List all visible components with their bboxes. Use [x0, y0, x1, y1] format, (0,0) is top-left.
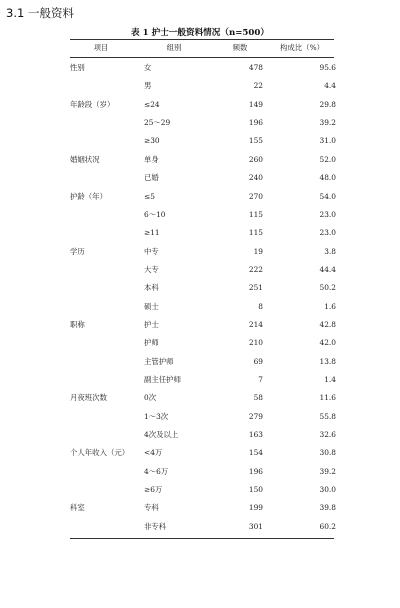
cell-group: 副主任护师: [144, 375, 181, 384]
table-row: [70, 409, 334, 425]
cell-frequency: 279: [248, 411, 263, 421]
cell-frequency: 7: [258, 375, 263, 384]
table-row: [70, 78, 334, 94]
cell-group: 已婚: [144, 173, 159, 183]
table-header-row: [70, 40, 334, 56]
cell-item: 年龄段（岁）: [70, 99, 115, 109]
cell-frequency: 270: [248, 191, 263, 201]
cell-item: 性别: [70, 63, 85, 72]
cell-percentage: 50.2: [319, 283, 336, 293]
table-row: [70, 262, 334, 278]
cell-percentage: 1.6: [324, 301, 336, 311]
cell-percentage: 48.0: [319, 173, 336, 183]
cell-frequency: 240: [248, 173, 263, 183]
header-item: 项目: [93, 43, 109, 52]
table-row: [70, 519, 334, 535]
table-row: [70, 464, 334, 480]
cell-frequency: 154: [248, 448, 263, 458]
cell-frequency: 69: [253, 356, 263, 366]
cell-frequency: 150: [248, 485, 263, 495]
cell-group: <4万: [144, 448, 163, 458]
table-row: [70, 354, 334, 370]
table-caption: 表 1 护士一般资料情况（n=500）: [131, 28, 269, 38]
header-percentage: 构成比（%）: [280, 43, 324, 52]
table-row: [70, 97, 334, 113]
table-row: [70, 445, 334, 461]
cell-percentage: 39.2: [319, 118, 336, 128]
cell-percentage: 42.8: [319, 319, 336, 329]
cell-frequency: 22: [253, 81, 263, 91]
cell-group: 6～10: [144, 209, 166, 219]
cell-frequency: 260: [248, 154, 263, 164]
cell-group: 25～29: [144, 118, 171, 128]
cell-group: 0次: [144, 393, 157, 403]
table-row: [70, 299, 334, 315]
cell-group: 护士: [144, 319, 159, 329]
cell-frequency: 222: [248, 264, 263, 274]
cell-group: ≥6万: [144, 485, 163, 495]
table-bottom-rule: [70, 538, 334, 539]
cell-group: 女: [144, 63, 152, 72]
cell-frequency: 301: [248, 521, 263, 531]
cell-frequency: 214: [248, 319, 263, 329]
cell-item: 月夜班次数: [70, 393, 107, 403]
table-row: [70, 427, 334, 443]
cell-item: 护龄（年）: [70, 191, 107, 201]
table-row: [70, 170, 334, 186]
cell-group: 护师: [144, 338, 159, 348]
cell-group: 非专科: [144, 521, 167, 531]
cell-percentage: 1.4: [324, 375, 336, 384]
cell-frequency: 19: [253, 246, 263, 256]
cell-frequency: 196: [248, 466, 263, 476]
cell-frequency: 163: [248, 430, 263, 439]
cell-item: 科室: [70, 503, 85, 513]
table-row: [70, 335, 334, 351]
cell-percentage: 39.2: [319, 466, 336, 476]
cell-percentage: 30.8: [319, 448, 336, 458]
cell-frequency: 251: [248, 283, 263, 293]
cell-group: 男: [144, 81, 152, 91]
cell-group: 本科: [144, 283, 159, 293]
cell-group: 中专: [144, 246, 159, 256]
cell-group: 专科: [144, 503, 159, 513]
cell-percentage: 32.6: [319, 430, 336, 439]
table-row: [70, 152, 334, 168]
cell-percentage: 30.0: [319, 485, 336, 495]
cell-group: ≤5: [144, 191, 155, 201]
cell-frequency: 115: [248, 209, 263, 219]
cell-percentage: 4.4: [324, 81, 336, 91]
cell-group: 大专: [144, 264, 159, 274]
cell-group: 主管护师: [144, 356, 174, 366]
cell-percentage: 3.8: [324, 246, 336, 256]
table-row: [70, 244, 334, 260]
table-row: [70, 133, 334, 149]
cell-group: ≥11: [144, 228, 160, 238]
cell-percentage: 31.0: [319, 136, 336, 146]
cell-group: 4次及以上: [144, 430, 179, 439]
table-header-rule: [70, 57, 334, 58]
cell-group: 1～3次: [144, 411, 169, 421]
table-row: [70, 372, 334, 388]
table-row: [70, 60, 334, 76]
cell-percentage: 60.2: [319, 521, 336, 531]
cell-item: 职称: [70, 319, 85, 329]
cell-percentage: 95.6: [319, 63, 336, 72]
cell-percentage: 11.6: [319, 393, 336, 403]
cell-frequency: 478: [248, 63, 263, 72]
cell-frequency: 149: [248, 99, 263, 109]
cell-percentage: 54.0: [319, 191, 336, 201]
cell-frequency: 210: [248, 338, 263, 348]
header-group: 组别: [166, 43, 182, 52]
cell-percentage: 52.0: [319, 154, 336, 164]
cell-percentage: 42.0: [319, 338, 336, 348]
cell-percentage: 23.0: [319, 209, 336, 219]
table-row: [70, 207, 334, 223]
table-row: [70, 482, 334, 498]
cell-percentage: 23.0: [319, 228, 336, 238]
section-title: 3.1 一般资料: [6, 6, 74, 20]
cell-percentage: 39.8: [319, 503, 336, 513]
cell-group: ≤24: [144, 99, 160, 109]
cell-item: 个人年收入（元）: [70, 448, 130, 458]
table-row: [70, 500, 334, 516]
table-row: [70, 317, 334, 333]
cell-group: 硕士: [144, 301, 159, 311]
cell-group: 单身: [144, 154, 159, 164]
table-row: [70, 189, 334, 205]
cell-frequency: 58: [253, 393, 263, 403]
header-frequency: 频数: [232, 43, 248, 52]
cell-frequency: 196: [248, 118, 263, 128]
cell-frequency: 155: [248, 136, 263, 146]
cell-group: ≥30: [144, 136, 160, 146]
table-row: [70, 280, 334, 296]
cell-frequency: 199: [248, 503, 263, 513]
table-row: [70, 390, 334, 406]
table-row: [70, 225, 334, 241]
cell-group: 4～6万: [144, 466, 169, 476]
cell-frequency: 115: [248, 228, 263, 238]
cell-item: 学历: [70, 246, 85, 256]
cell-frequency: 8: [258, 301, 263, 311]
cell-percentage: 55.8: [319, 411, 336, 421]
cell-item: 婚姻状况: [70, 154, 100, 164]
cell-percentage: 13.8: [319, 356, 336, 366]
cell-percentage: 44.4: [319, 264, 336, 274]
cell-percentage: 29.8: [319, 99, 336, 109]
table-row: [70, 115, 334, 131]
